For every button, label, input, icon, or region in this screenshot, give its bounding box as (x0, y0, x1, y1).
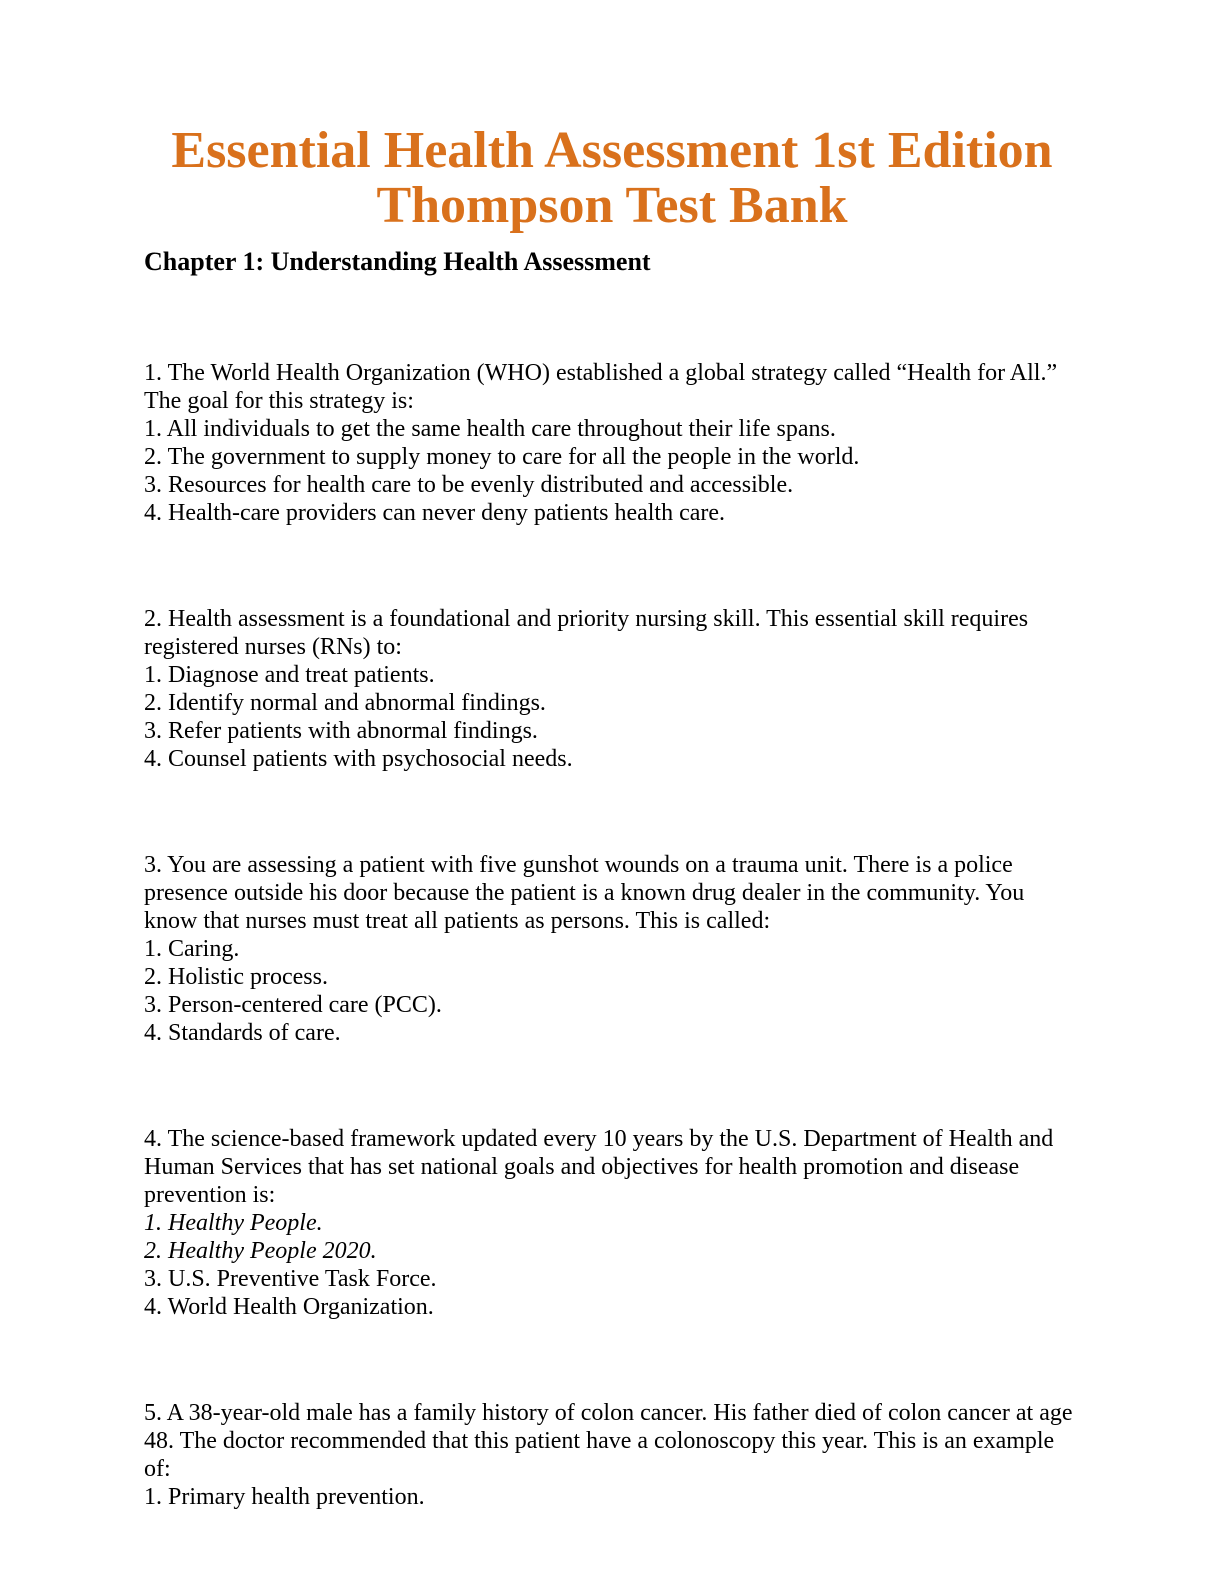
questions-list (144, 359, 1080, 1511)
answer-option: 2. Holistic process. (144, 964, 328, 991)
question-block (144, 1399, 1080, 1511)
answer-options (144, 661, 1080, 773)
answer-option: 1. Diagnose and treat patients. (144, 662, 435, 689)
answer-option: 1. All individuals to get the same health care throughout their life spans. (144, 416, 836, 443)
document-title: Essential Health Assessment 1st Edition Thompson Test Bank (171, 122, 1053, 234)
answer-option: 2. The government to supply money to care for all the people in the world. (144, 444, 860, 471)
answer-options (144, 1209, 1080, 1321)
question-block (144, 851, 1080, 1047)
answer-option: 1. Caring. (144, 936, 240, 963)
answer-option: 4. Standards of care. (144, 1020, 341, 1047)
answer-options (144, 415, 1080, 527)
answer-options (144, 935, 1080, 1047)
question-stem: 2. Health assessment is a foundational and priority nursing skill. This essential skill requires registered nurses (RNs) to: (144, 606, 1029, 661)
answer-option: 4. Counsel patients with psychosocial needs. (144, 746, 573, 773)
answer-option: 4. Health-care providers can never deny patients health care. (144, 500, 726, 527)
answer-option: 1. Primary health prevention. (144, 1484, 425, 1511)
answer-option: 3. Person-centered care (PCC). (144, 992, 442, 1019)
question-stem: 5. A 38-year-old male has a family history of colon cancer. His father died of colon cancer at age 48. The doctor recommended that this patient have a colonoscopy this year. This is an example of: (144, 1400, 1073, 1483)
answer-option: 3. U.S. Preventive Task Force. (144, 1266, 437, 1293)
question-block (144, 605, 1080, 773)
answer-option: 1. Healthy People. (144, 1210, 323, 1237)
question-block (144, 359, 1080, 527)
question-stem: 4. The science-based framework updated every 10 years by the U.S. Department of Health and Human Services that has set national goals and objectives for health promotion and disease prevention is: (144, 1126, 1054, 1209)
answer-option: 2. Healthy People 2020. (144, 1238, 377, 1265)
chapter-heading: Chapter 1: Understanding Health Assessment (144, 247, 651, 277)
question-block (144, 1125, 1080, 1321)
answer-option: 3. Refer patients with abnormal findings. (144, 718, 538, 745)
answer-option: 2. Identify normal and abnormal findings. (144, 690, 546, 717)
answer-option: 4. World Health Organization. (144, 1294, 434, 1321)
answer-option: 3. Resources for health care to be evenly distributed and accessible. (144, 472, 794, 499)
question-stem: 3. You are assessing a patient with five gunshot wounds on a trauma unit. There is a police presence outside his door because the patient is a known drug dealer in the community. You know that nurses must treat all patients as persons. This is called: (144, 852, 1025, 935)
question-stem: 1. The World Health Organization (WHO) established a global strategy called “Health for All.” The goal for this strategy is: (144, 360, 1058, 415)
answer-options (144, 1483, 1080, 1511)
